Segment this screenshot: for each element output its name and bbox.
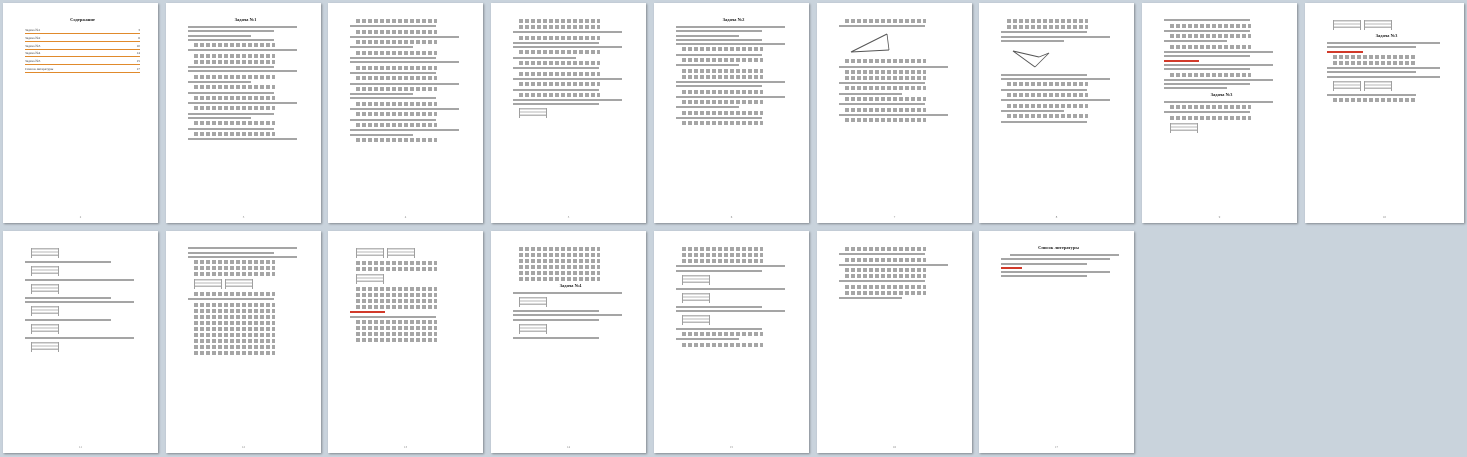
- page-thumbnail-16[interactable]: [979, 231, 1134, 453]
- vector-figure: [847, 30, 893, 56]
- toc-item-3[interactable]: Задача №3 10: [25, 43, 140, 48]
- page-heading: Задача №3: [1210, 91, 1233, 97]
- page-number: 12: [242, 445, 245, 449]
- page-number: 4: [404, 215, 407, 219]
- page-number: 17: [1055, 445, 1058, 449]
- page-number: 7: [893, 215, 896, 219]
- page-number: 11: [79, 445, 82, 449]
- toc-item-4[interactable]: Задача №4 14: [25, 51, 140, 56]
- page-number: 9: [1218, 215, 1221, 219]
- page-number: 8: [1055, 215, 1058, 219]
- page-number: 15: [730, 445, 733, 449]
- page-thumbnail-11[interactable]: [166, 231, 321, 453]
- page-heading: Список литературы: [1038, 245, 1079, 250]
- page-heading: Задача №2: [722, 17, 745, 22]
- toc-title: Содержание: [70, 17, 95, 22]
- page-thumbnail-14[interactable]: [654, 231, 809, 453]
- page-thumbnail-9[interactable]: [1305, 3, 1464, 223]
- page-thumbnail-4[interactable]: [491, 3, 646, 223]
- page-number: 5: [567, 215, 570, 219]
- page-thumbnail-15[interactable]: [817, 231, 972, 453]
- page-number: 2: [79, 215, 82, 219]
- page-thumbnail-5[interactable]: [654, 3, 809, 223]
- page-heading: Задача №1: [234, 17, 257, 22]
- page-heading: Задача №3: [1375, 33, 1398, 38]
- page-thumbnail-2[interactable]: [166, 3, 321, 223]
- toc-item-5[interactable]: Задача №5 15: [25, 59, 140, 64]
- page-thumbnail-1[interactable]: [3, 3, 158, 223]
- page-number: 6: [730, 215, 733, 219]
- page-heading: Задача №4: [559, 283, 582, 288]
- page-thumbnail-3[interactable]: [328, 3, 483, 223]
- toc-item-2[interactable]: Задача №2 6: [25, 35, 140, 40]
- page-number: 3: [242, 215, 245, 219]
- page-number: 13: [404, 445, 407, 449]
- page-thumbnail-13[interactable]: [491, 231, 646, 453]
- page-thumbnail-10[interactable]: [3, 231, 158, 453]
- page-thumbnail-8[interactable]: [1142, 3, 1297, 223]
- page-number: 10: [1383, 215, 1386, 219]
- page-number: 14: [567, 445, 570, 449]
- toc-item-6[interactable]: Список литературы 17: [25, 66, 140, 71]
- page-thumbnail-7[interactable]: [979, 3, 1134, 223]
- vector-figure: [1009, 45, 1055, 71]
- page-thumbnail-12[interactable]: [328, 231, 483, 453]
- page-thumbnail-6[interactable]: [817, 3, 972, 223]
- page-number: 16: [893, 445, 896, 449]
- toc-item-1[interactable]: Задача №1 3: [25, 28, 140, 32]
